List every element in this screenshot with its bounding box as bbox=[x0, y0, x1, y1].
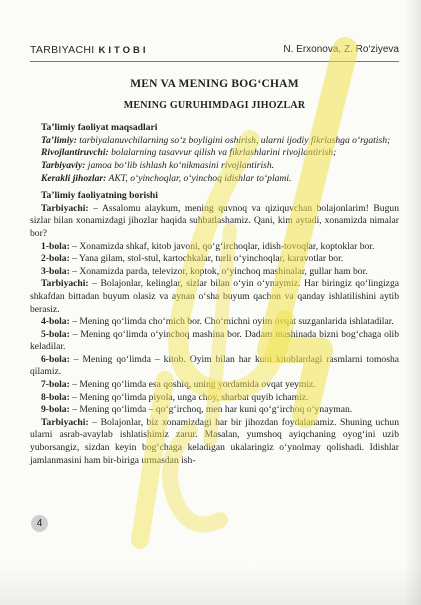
speaker-label: Tarbiyachi: bbox=[41, 202, 89, 214]
dialogue-line bbox=[30, 203, 399, 241]
goal-label: Ta’limiy: bbox=[41, 134, 77, 146]
dialogue-line bbox=[30, 266, 399, 279]
dialogue-text: – Mening qo‘limda o‘yinchoq mashina bor. Dadam mashinada bizni bog‘chaga olib keladilar. bbox=[30, 328, 399, 353]
dialogue-text: – Mening qo‘limda cho‘mich bor. Cho‘michni oyim ovqat suzganlarida ishlatadilar. bbox=[69, 316, 394, 328]
goal-text: bolalarning tasavvur qilish va fikrlashlarini rivojlantirish; bbox=[108, 147, 337, 159]
page-subtitle: MENING GURUHIMDAGI JIHOZLAR bbox=[123, 99, 306, 111]
course-heading: Ta’limiy faoliyatning borishi bbox=[41, 190, 158, 202]
speaker-label: 5-bola: bbox=[41, 328, 70, 340]
goal-text: tarbiyalanuvchilarning so‘z boyligini oshirish, ularni ijodiy fikrlashga o‘rgatish; bbox=[76, 134, 391, 146]
dialogue-text: – Mening qo‘limda esa qoshiq, uning yordamida ovqat yeymiz. bbox=[69, 379, 316, 391]
dialogue-line bbox=[30, 278, 399, 316]
goal-item bbox=[30, 135, 399, 148]
dialogue-line bbox=[30, 417, 399, 467]
header-prefix: TARBIYACHI bbox=[30, 44, 95, 56]
dialogue-text: – Mening qo‘limda – qo‘g‘irchoq, men har kuni qo‘g‘irchoq o‘ynayman. bbox=[69, 404, 353, 416]
header-rule bbox=[30, 61, 399, 62]
dialogue-line bbox=[30, 329, 399, 354]
dialogue-line bbox=[30, 241, 399, 254]
header-authors: N. Erxonova, Z. Ro‘ziyeva bbox=[283, 44, 399, 55]
running-header bbox=[30, 44, 399, 58]
goal-text: AKT, o‘yinchoqlar, o‘yinchoq idishlar to‘plami. bbox=[106, 172, 292, 184]
speaker-label: 1-bola: bbox=[41, 240, 70, 252]
goal-text: jamoa bo‘lib ishlash ko‘nikmasini rivojlantirish. bbox=[85, 159, 275, 171]
goal-label: Tarbiyaviy: bbox=[41, 159, 86, 171]
speaker-label: Tarbiyachi: bbox=[41, 278, 89, 290]
speaker-label: 6-bola: bbox=[41, 353, 70, 365]
dialogue-line bbox=[30, 354, 399, 379]
speaker-label: 4-bola: bbox=[41, 316, 70, 328]
speaker-label: 3-bola: bbox=[41, 265, 70, 277]
page-bottom-shadow bbox=[0, 565, 421, 605]
goal-item bbox=[30, 160, 399, 173]
dialogue-line bbox=[30, 379, 399, 392]
header-book-title bbox=[30, 44, 148, 56]
dialogue-text: – Assalomu alaykum, mening quvnoq va qiziquvchan bolajonlarim! Bugun sizlar bilan xonamizdagi jihozlar haqida suhbatlashamiz. Qani, kim aytadi, xonamizda nimalar bor? bbox=[30, 202, 399, 239]
dialogue-text: – Yana gilam, stol-stul, kartochkalar, turli o‘yinchoqlar, karavotlar bor. bbox=[69, 253, 344, 265]
goal-label: Kerakli jihozlar: bbox=[41, 172, 107, 184]
dialogue-text: – Bolajonlar, biz xonamizdagi har bir jihozdan foydalanamiz. Shuning uchun ularni asrab-avaylab ishlatishimiz zarur. Masalan, yumshoq ayiqchaning oyog‘ini uzib yuborsangiz, sizdan keyin bog‘chaga keladigan ukalaringiz o‘ynolmay qolishadi. Idishlar jamlanmasini ham bir-biriga urmasdan ish- bbox=[30, 416, 399, 466]
dialogue-text: – Xonamizda parda, televizor, koptok, o‘yinchoq mashinalar, gullar ham bor. bbox=[69, 265, 368, 277]
goal-item bbox=[30, 147, 399, 160]
dialogue-text: – Bolajonlar, kelinglar, sizlar bilan o‘yin o‘ynaymiz. Har biringiz qo‘lingizga shkafdan bittadan buyum olasiz va aynan o‘sha buyum qachon va qanday ishlatilishini aytib berasiz. bbox=[30, 278, 399, 315]
dialogue-text: – Mening qo‘limda – kitob. Oyim bilan har kuni kitoblardagi rasmlarni tomosha qilamiz. bbox=[30, 353, 399, 378]
speaker-label: 9-bola: bbox=[41, 404, 70, 416]
dialogue-line bbox=[30, 253, 399, 266]
dialogue-line bbox=[30, 392, 399, 405]
header-book-word: KITOBI bbox=[98, 45, 149, 56]
page-content bbox=[30, 78, 399, 467]
page-edge-shadow bbox=[403, 0, 421, 605]
speaker-label: 2-bola: bbox=[41, 253, 70, 265]
goals-heading: Ta’limiy faoliyat maqsadlari bbox=[41, 122, 158, 134]
goal-label: Rivojlantiruvchi: bbox=[41, 147, 109, 159]
dialogue-line bbox=[30, 316, 399, 329]
dialogue-text: – Mening qo‘limda piyola, unga choy, sharbat quyib ichamiz. bbox=[69, 391, 309, 403]
goal-item bbox=[30, 173, 399, 186]
page-number-badge: 4 bbox=[31, 515, 48, 532]
page-title: MEN VA MENING BOG‘CHAM bbox=[130, 78, 299, 90]
dialogue-line bbox=[30, 404, 399, 417]
speaker-label: Tarbiyachi: bbox=[41, 416, 89, 428]
speaker-label: 7-bola: bbox=[41, 379, 70, 391]
speaker-label: 8-bola: bbox=[41, 391, 70, 403]
dialogue-text: – Xonamizda shkaf, kitob javoni, qo‘g‘irchoqlar, idish-tovoqlar, koptoklar bor. bbox=[69, 240, 375, 252]
